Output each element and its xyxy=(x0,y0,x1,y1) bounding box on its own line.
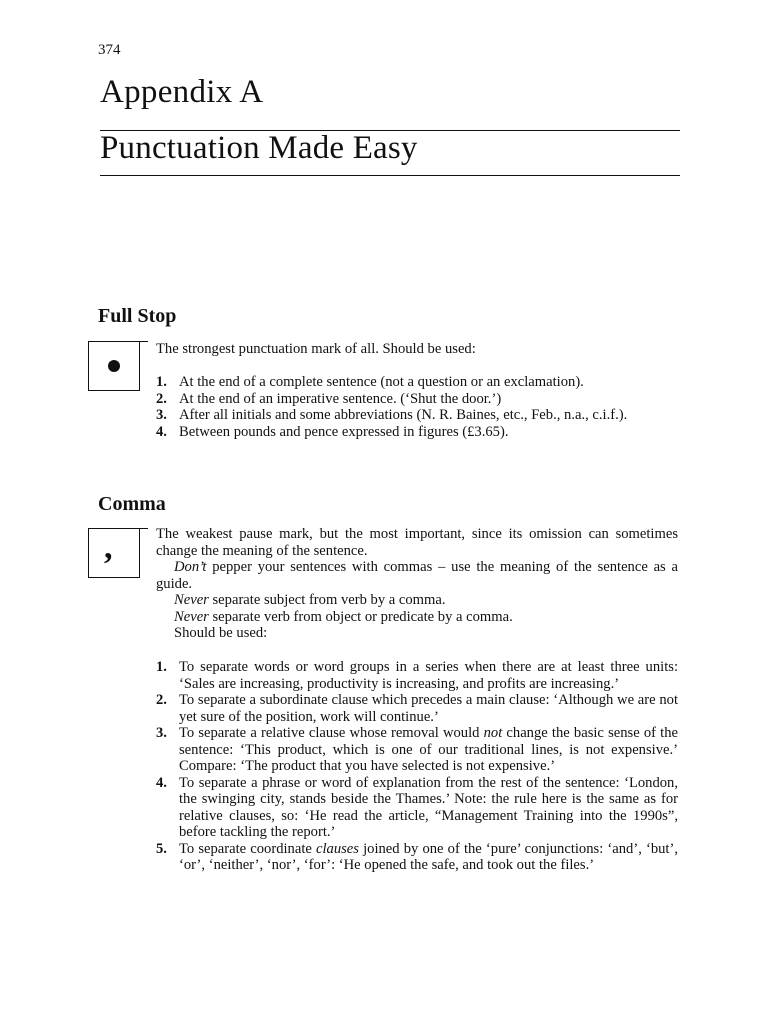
title-rule-bottom xyxy=(100,175,680,176)
list-item xyxy=(156,391,678,408)
item-text: To separate words or word groups in a series when there are at least three units: ‘Sales are increasing, productivity is increasing, and profits are increasing.’ xyxy=(179,659,678,692)
comma-heading: Comma xyxy=(98,493,166,515)
item-number: 3. xyxy=(156,725,167,741)
item-number: 3. xyxy=(156,407,167,423)
page-title: Punctuation Made Easy xyxy=(100,130,418,166)
comma-dont-note xyxy=(156,559,678,592)
item-number: 5. xyxy=(156,840,167,857)
emphasis: Never xyxy=(174,608,209,625)
full-stop-box-rule xyxy=(140,341,148,342)
emphasis: Don’t xyxy=(174,559,207,575)
full-stop-symbol-icon xyxy=(108,360,120,372)
appendix-heading: Appendix A xyxy=(100,74,264,110)
item-text: joined by one of the ‘pure’ conjunctions: ‘and’, ‘but’, ‘or’, ‘neither’, ‘nor’, ‘for’: ‘He opened the safe, and took out the files.’ xyxy=(179,840,678,873)
emphasis: not xyxy=(483,725,503,741)
full-stop-intro: The strongest punctuation mark of all. Should be used: xyxy=(156,341,476,357)
comma-intro: The weakest pause mark, but the most important, since its omission can sometimes change the meaning of the sentence. xyxy=(156,526,678,559)
comma-list xyxy=(156,659,678,874)
list-item xyxy=(156,841,678,874)
item-text: Between pounds and pence expressed in figures (£3.65). xyxy=(179,423,509,440)
item-text: To separate a subordinate clause which precedes a main clause: ‘Although we are not yet sure of the position, work will continue.’ xyxy=(179,692,678,725)
item-number: 2. xyxy=(156,390,167,407)
item-text: At the end of an imperative sentence. (‘Shut the door.’) xyxy=(179,390,502,407)
item-number: 4. xyxy=(156,423,167,440)
comma-never-note-1 xyxy=(156,592,678,609)
comma-intro-block xyxy=(156,526,678,642)
list-item xyxy=(156,407,678,424)
list-item xyxy=(156,775,678,841)
list-item xyxy=(156,692,678,725)
comma-symbol-box xyxy=(88,528,140,578)
item-number: 4. xyxy=(156,774,167,791)
item-text: After all initials and some abbreviations (N. R. Baines, etc., Feb., n.a., c.i.f.). xyxy=(179,407,628,423)
note-text: separate subject from verb by a comma. xyxy=(208,592,446,608)
item-text: To separate coordinate xyxy=(179,840,316,857)
comma-should: Should be used: xyxy=(174,625,268,641)
item-number: 1. xyxy=(156,659,167,675)
comma-symbol-icon: , xyxy=(104,529,113,566)
emphasis: clauses xyxy=(316,840,359,857)
list-item xyxy=(156,659,678,692)
item-text: To separate a phrase or word of explanation from the rest of the sentence: ‘London, the swinging city, stands beside the Thames.’ Note: the rule here is the same as for relative clauses, so: ‘He read the article, “Management Training into the 1990s”, before tackling the report.’ xyxy=(179,774,678,840)
item-text: To separate a relative clause whose removal would xyxy=(179,725,484,741)
list-item xyxy=(156,725,678,775)
item-text: change the basic sense of the sentence: ‘This product, which is one of our traditional lines, is not expensive.’ Compare: ‘The product that you have selected is not expensive.’ xyxy=(179,725,678,774)
item-number: 2. xyxy=(156,692,167,708)
page-number: 374 xyxy=(98,42,121,58)
emphasis: Never xyxy=(174,592,209,608)
note-text: pepper your sentences with commas – use the meaning of the sentence as a guide. xyxy=(156,559,678,592)
full-stop-heading: Full Stop xyxy=(98,305,177,327)
note-text: separate verb from object or predicate by a comma. xyxy=(208,608,513,625)
comma-box-rule xyxy=(140,528,148,529)
full-stop-list xyxy=(156,374,678,440)
item-number: 1. xyxy=(156,374,167,390)
item-text: At the end of a complete sentence (not a question or an exclamation). xyxy=(179,374,584,390)
list-item xyxy=(156,374,678,391)
comma-never-note-2 xyxy=(156,609,678,626)
list-item xyxy=(156,424,678,441)
